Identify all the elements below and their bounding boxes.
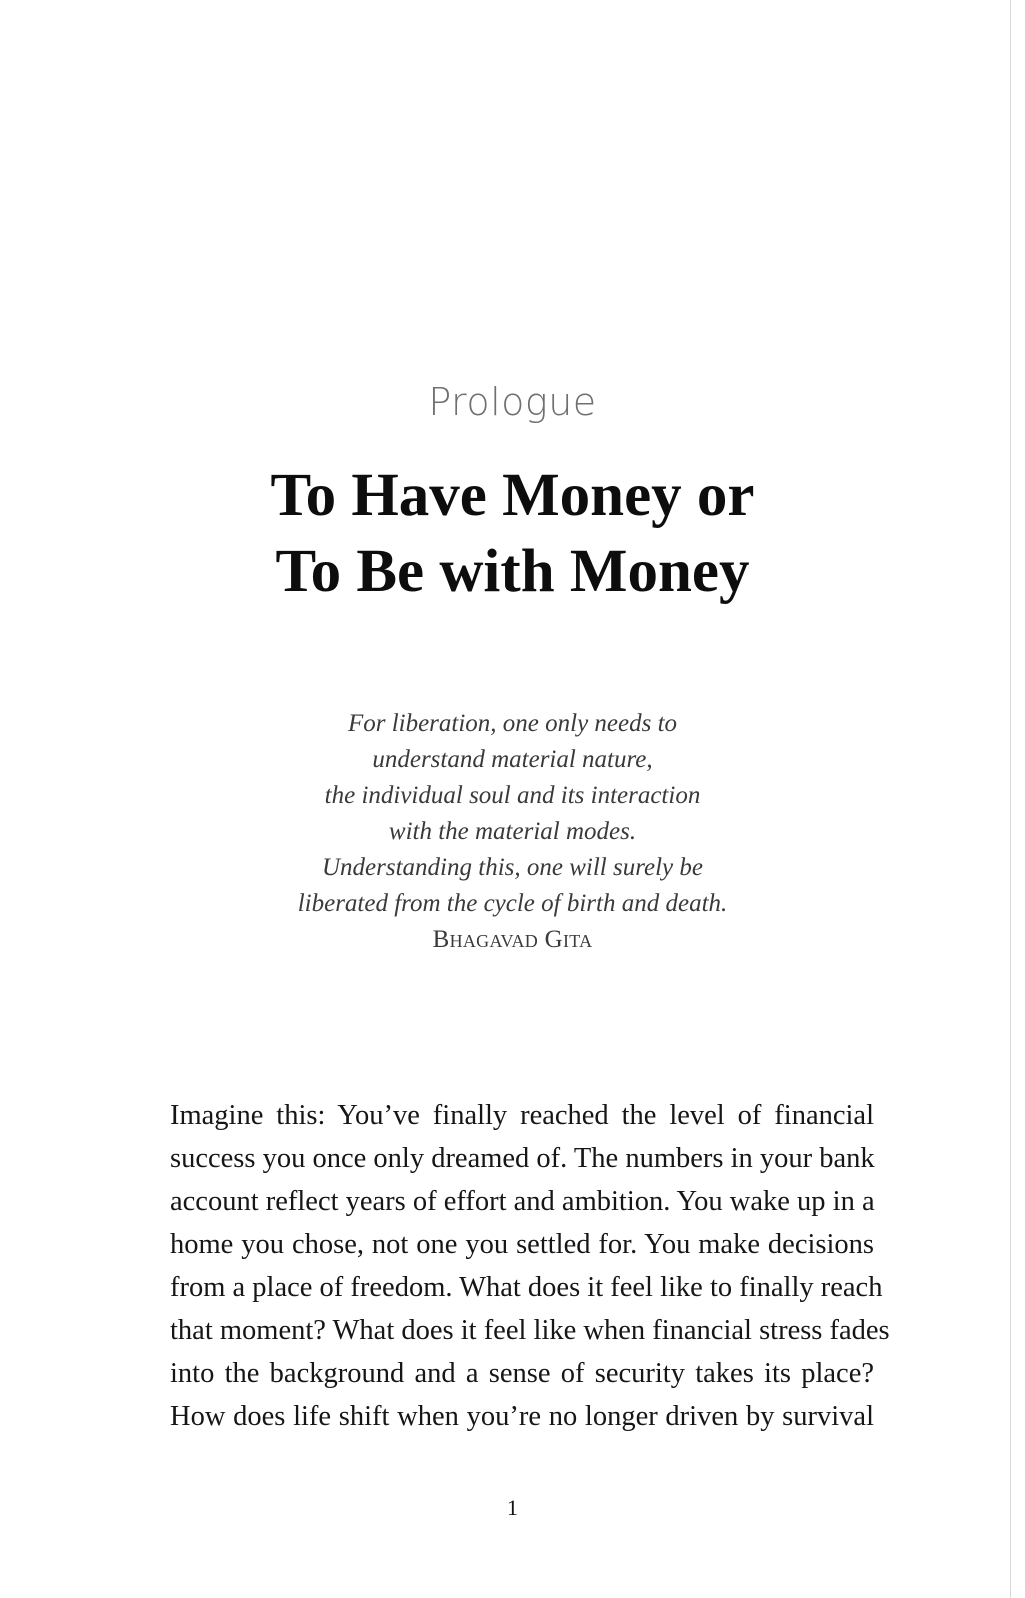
body-line: success you once only dreamed of. The numbers in your bank xyxy=(170,1143,875,1174)
body-line: How does life shift when you’re no longer driven by survival xyxy=(170,1401,874,1432)
epigraph xyxy=(0,706,1025,958)
body-paragraph xyxy=(170,1094,890,1438)
epigraph-line: Understanding this, one will surely be xyxy=(322,854,703,881)
epigraph-line: the individual soul and its interaction xyxy=(324,782,701,809)
chapter-title xyxy=(0,458,1025,610)
epigraph-line: with the material modes. xyxy=(388,818,637,845)
body-line: Imagine this: You’ve finally reached the level of financial xyxy=(170,1100,874,1131)
epigraph-line: understand material nature, xyxy=(372,746,653,773)
body-line: account reflect years of effort and ambition. You wake up in a xyxy=(170,1186,875,1217)
epigraph-line: For liberation, one only needs to xyxy=(347,710,678,737)
epigraph-attribution: Bhagavad Gita xyxy=(432,926,593,953)
epigraph-line: liberated from the cycle of birth and death. xyxy=(297,890,728,917)
chapter-title-line: To Be with Money xyxy=(275,538,750,605)
body-line: into the background and a sense of security takes its place? xyxy=(170,1358,874,1389)
body-line: from a place of freedom. What does it feel like to finally reach xyxy=(170,1272,883,1303)
chapter-title-line: To Have Money or xyxy=(270,462,755,529)
page-number: 1 xyxy=(507,1495,518,1520)
body-line: home you chose, not one you settled for. You make decisions xyxy=(170,1229,874,1260)
body-line: that moment? What does it feel like when financial stress fades xyxy=(170,1315,890,1346)
chapter-label: Prologue xyxy=(428,380,597,424)
